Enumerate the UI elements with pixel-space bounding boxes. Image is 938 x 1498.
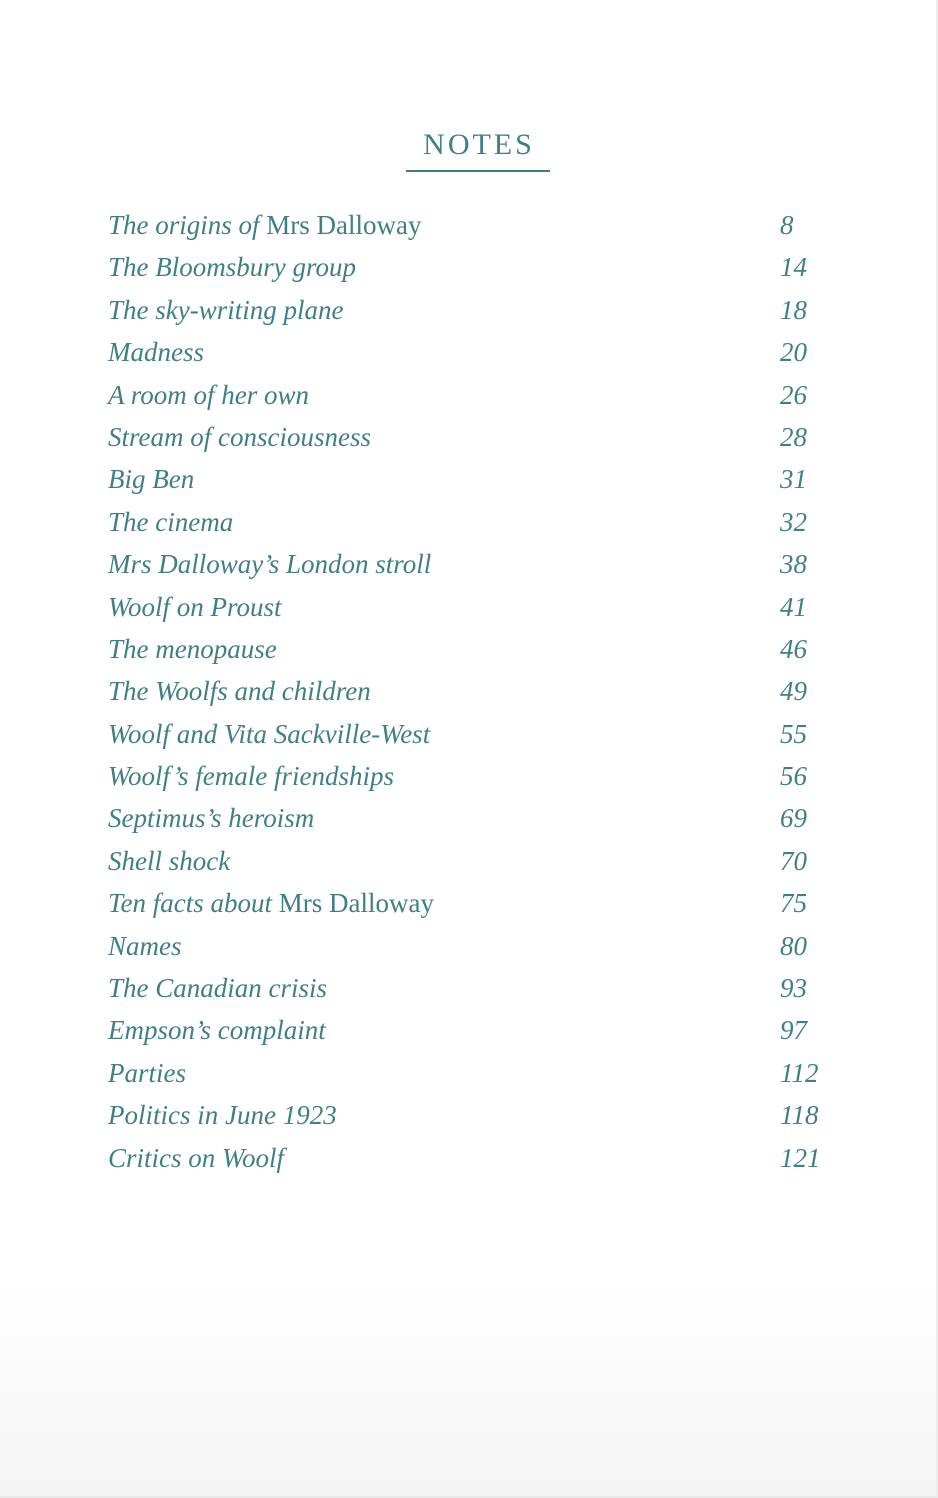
entry-page-number: 75 [780,888,807,919]
entry-title [108,713,430,755]
toc-entry[interactable] [108,840,828,882]
toc-entry[interactable] [108,925,828,967]
entry-title [108,1052,186,1094]
entry-title [108,1009,326,1051]
entry-title-italic: Names [108,930,182,961]
entry-title-italic: The Canadian crisis [108,973,328,1004]
entry-page-number: 28 [780,421,807,452]
toc-entry[interactable] [108,458,828,500]
toc-entry[interactable] [108,1137,828,1179]
entry-title [108,416,371,458]
entry-title-italic: Shell shock [108,845,231,876]
toc-entry[interactable] [108,543,828,585]
toc-entry[interactable] [108,416,828,458]
entry-page-number: 38 [780,549,807,580]
entry-page-number: 41 [780,591,807,622]
entry-title [108,670,371,712]
toc-entry[interactable] [108,586,828,628]
toc-entry[interactable] [108,755,828,797]
entry-title [108,797,314,839]
entry-page-number: 118 [780,1100,819,1131]
entry-page-number: 93 [780,973,807,1004]
entry-title-italic: The origins of [108,210,260,240]
toc-entry[interactable] [108,501,828,543]
entry-title-italic: Mrs Dalloway’s London stroll [108,549,432,580]
toc-entry[interactable] [108,374,828,416]
entry-title [108,586,282,628]
toc-entry[interactable] [108,289,828,331]
entry-title-italic: The cinema [108,506,234,537]
entry-title-italic: Ten facts about [108,888,273,919]
entry-title-italic: The sky-writing plane [108,294,344,325]
entry-title-roman: Mrs Dalloway [266,210,422,240]
entry-page-number: 70 [780,845,807,876]
toc-entry[interactable] [108,1094,828,1136]
toc-entry[interactable] [108,797,828,839]
entry-page-number: 80 [780,930,807,961]
entry-title-italic: The Woolfs and children [108,676,371,707]
entry-title-italic: A room of her own [108,379,310,410]
entry-title-italic: Madness [108,337,204,368]
entry-page-number: 121 [780,1142,821,1173]
entry-title [108,1094,337,1136]
entry-title-roman: Mrs Dalloway [278,888,435,919]
entry-title [108,374,309,416]
entry-page-number: 46 [780,633,807,664]
toc-entry[interactable] [108,628,828,670]
entry-title [108,755,394,797]
entry-title-italic: Critics on Woolf [108,1142,285,1173]
entry-title [108,246,356,288]
entry-title-italic: Stream of consciousness [108,421,371,452]
heading-container [0,128,938,172]
toc-entry[interactable] [108,246,828,288]
toc-entry[interactable] [108,670,828,712]
entry-title [108,458,194,500]
entry-page-number: 26 [780,379,807,410]
entry-title [108,925,182,967]
toc-entry[interactable] [108,331,828,373]
toc-entry[interactable] [108,1052,828,1094]
entry-page-number: 112 [780,1057,819,1088]
entry-title-italic: Woolf on Proust [108,591,282,622]
entry-page-number: 69 [780,803,807,834]
entry-title [108,882,434,924]
toc-entry[interactable] [108,713,828,755]
entry-title [108,840,230,882]
entry-page-number: 49 [780,676,807,707]
entry-page-number: 32 [780,506,807,537]
entry-title [108,967,327,1009]
entry-title [108,1137,284,1179]
entry-page-number: 97 [780,1015,807,1046]
entry-title-italic: Politics in June 1923 [108,1100,337,1131]
toc-entry[interactable] [108,204,828,246]
entry-title [108,543,431,585]
entry-title-italic: Empson’s complaint [108,1015,326,1046]
entry-page-number: 56 [780,761,807,792]
entry-page-number: 8 [780,210,794,240]
entry-title-italic: Woolf’s female friendships [108,761,394,792]
entry-title-italic: Big Ben [108,464,195,495]
entry-title-italic: The Bloomsbury group [108,252,356,283]
entry-title [108,204,422,246]
entry-title [108,628,277,670]
notes-list [108,204,828,1179]
toc-entry[interactable] [108,967,828,1009]
toc-entry[interactable] [108,1009,828,1051]
entry-title [108,331,204,373]
entry-title-italic: The menopause [108,633,277,664]
entry-page-number: 18 [780,294,807,325]
entry-page-number: 31 [780,464,807,495]
entry-title-italic: Parties [108,1057,186,1088]
entry-page-number: 55 [780,718,807,749]
entry-page-number: 20 [780,337,807,368]
entry-title [108,501,233,543]
toc-entry[interactable] [108,882,828,924]
page-heading: NOTES [406,128,550,172]
entry-title [108,289,343,331]
entry-page-number: 14 [780,252,807,283]
entry-title-italic: Septimus’s heroism [108,803,315,834]
entry-title-italic: Woolf and Vita Sackville-West [108,718,431,749]
